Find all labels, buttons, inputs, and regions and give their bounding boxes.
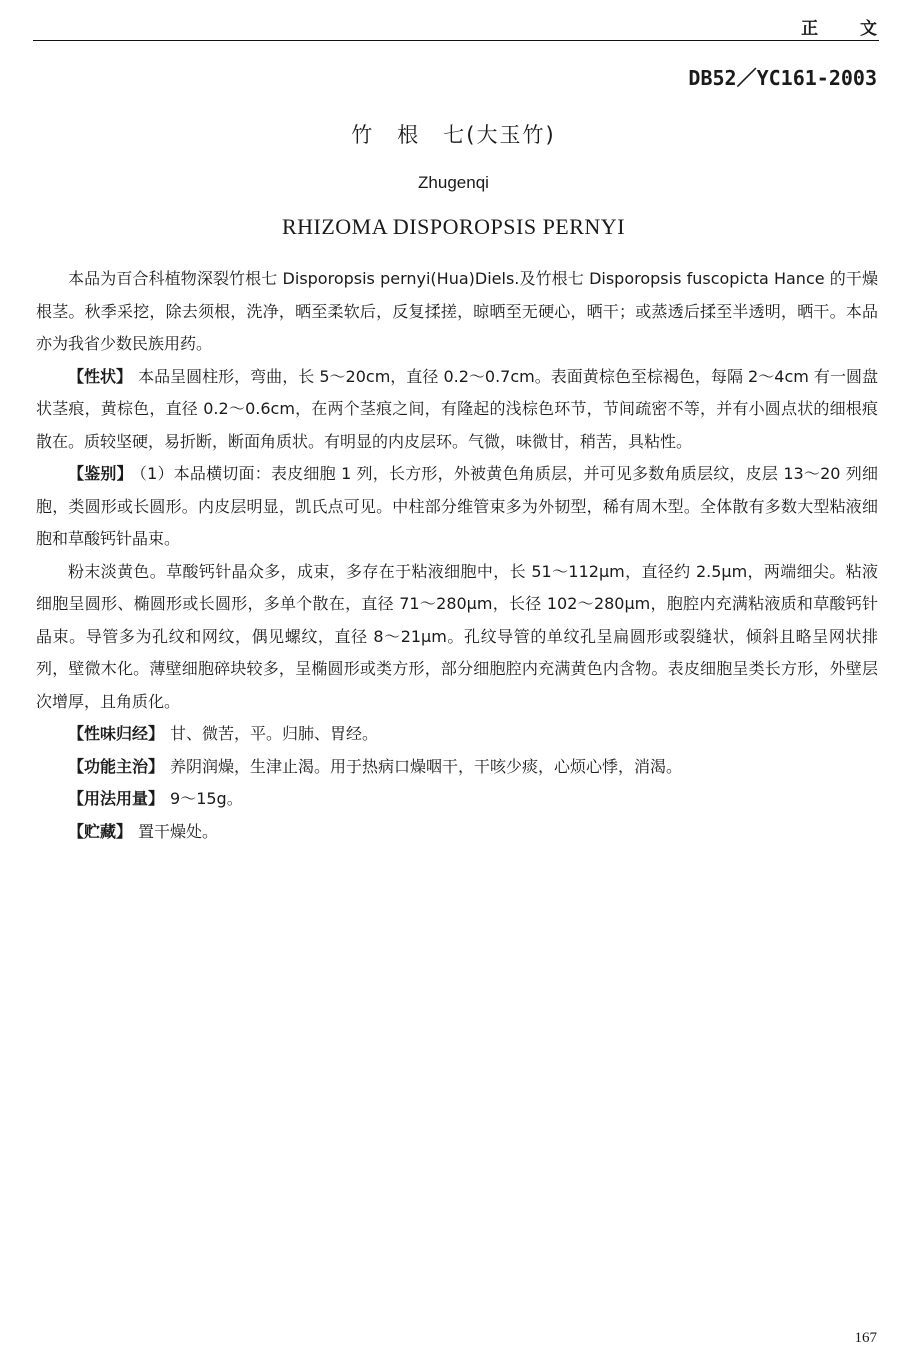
paragraph-description — [36, 361, 878, 459]
paragraph-text: 9～15g。 — [170, 789, 243, 808]
paragraph-text: 本品呈圆柱形，弯曲，长 5～20cm，直径 0.2～0.7cm。表面黄棕色至棕褐色，每隔 2～4cm 有一圆盘状茎痕，黄棕色，直径 0.2～0.6cm，在两个茎痕之间，有隆起的浅棕色环节，节间疏密不等，并有小圆点状的细根痕散在。质较坚硬，易折断，断面角质状。有明显的内皮层环。气微，味微甘，稍苦，具粘性。 — [36, 366, 878, 451]
paragraph-dosage — [36, 783, 878, 816]
page-number: 167 — [854, 1330, 877, 1346]
paragraph-function — [36, 751, 878, 784]
paragraph-property — [36, 718, 878, 751]
section-heading: 【性状】 — [68, 366, 133, 386]
section-heading: 【用法用量】 — [68, 789, 165, 808]
section-label: 正 文 — [801, 19, 895, 39]
paragraph-identification — [36, 458, 878, 556]
title-chinese: 竹 根 七(大玉竹) — [351, 123, 556, 147]
paragraph-text: 本品为百合科植物深裂竹根七 Disporopsis pernyi(Hua)Diels.及竹根七 Disporopsis fuscopicta Hance 的干燥根茎。秋季采挖，除去须根，洗净，晒至柔软后，反复揉搓，晾晒至无硬心，晒干；或蒸透后揉至半透明，晒干。本品亦为我省少数民族用药。 — [36, 269, 878, 353]
paragraph-text: 甘、微苦，平。归肺、胃经。 — [170, 724, 379, 743]
section-heading: 【鉴别】 — [68, 464, 133, 483]
title-pinyin: Zhugenqi — [418, 173, 489, 192]
section-heading: 【性味归经】 — [68, 724, 165, 743]
paragraph-text: 置干燥处。 — [138, 821, 219, 841]
standard-number: DB52／YC161-2003 — [688, 66, 877, 90]
paragraph-powder — [36, 556, 878, 719]
paragraph-text: 养阴润燥，生津止渴。用于热病口燥咽干，干咳少痰，心烦心悸，消渴。 — [170, 756, 683, 776]
section-heading: 【功能主治】 — [68, 756, 165, 776]
header-rule — [33, 40, 879, 41]
monograph-body — [36, 263, 878, 848]
paragraph-storage — [36, 816, 878, 849]
section-heading: 【贮藏】 — [68, 821, 133, 841]
paragraph-text: 粉末淡黄色。草酸钙针晶众多，成束，多存在于粘液细胞中，长 51～112μm，直径约 2.5μm，两端细尖。粘液细胞呈圆形、椭圆形或长圆形，多单个散在，直径 71～280μm，长径 102～280μm，胞腔内充满粘液质和草酸钙针晶束。导管多为孔纹和网纹，偶见螺纹，直径 8～21μm。孔纹导管的单纹孔呈扁圆形或裂缝状，倾斜且略呈网状排列，壁微木化。薄壁细胞碎块较多，呈椭圆形或类方形，部分细胞腔内充满黄色内含物。表皮细胞呈类长方形，外壁层次增厚，且角质化。 — [36, 561, 878, 711]
title-latin: RHIZOMA DISPOROPSIS PERNYI — [281, 214, 626, 239]
paragraph-source — [36, 263, 878, 361]
paragraph-text: （1）本品横切面：表皮细胞 1 列，长方形，外被黄色角质层，并可见多数角质层纹，皮层 13～20 列细胞，类圆形或长圆形。内皮层明显，凯氏点可见。中柱部分维管束多为外韧型，稀有周木型。全体散有多数大型粘液细胞和草酸钙针晶束。 — [36, 464, 878, 548]
